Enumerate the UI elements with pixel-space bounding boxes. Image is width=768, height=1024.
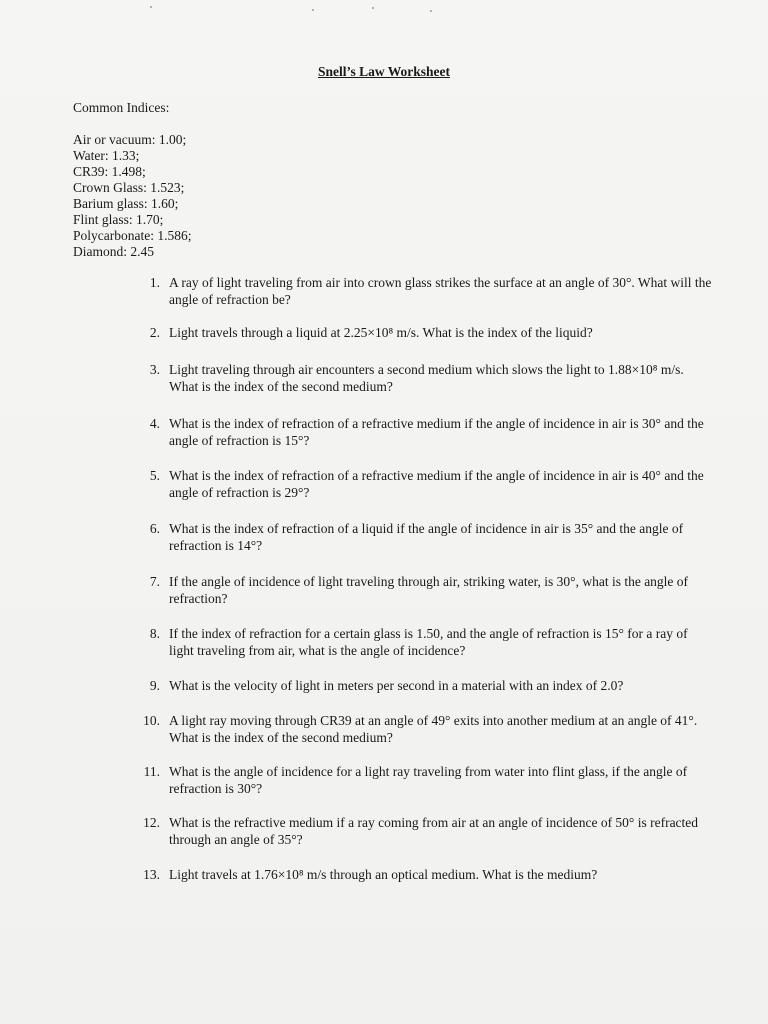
common-indices-section <box>73 100 191 260</box>
index-item: Water: 1.33; <box>73 148 140 163</box>
question-number: 11. <box>143 764 160 779</box>
question-text: What is the velocity of light in meters per second in a material with an index of 2.0? <box>169 678 624 693</box>
question-number: 4. <box>149 416 160 431</box>
question-text: If the index of refraction for a certain glass is 1.50, and the angle of refraction is 15° for a ray of light traveling from air, what is the angle of incidence? <box>169 626 688 658</box>
question-item <box>133 467 713 501</box>
question-text: What is the index of refraction of a refractive medium if the angle of incidence in air is 30° and the angle of refraction is 15°? <box>169 416 704 448</box>
question-number: 8. <box>149 626 160 641</box>
question-item <box>133 866 713 883</box>
question-number: 3. <box>149 362 160 377</box>
question-number: 13. <box>143 867 160 882</box>
index-item: Crown Glass: 1.523; <box>73 180 185 195</box>
question-text: Light travels at 1.76×10⁸ m/s through an optical medium. What is the medium? <box>169 867 598 882</box>
question-item <box>133 625 713 659</box>
question-text: What is the index of refraction of a refractive medium if the angle of incidence in air is 40° and the angle of refraction is 29°? <box>169 468 704 500</box>
scan-speck <box>150 6 152 8</box>
index-item: Barium glass: 1.60; <box>73 196 179 211</box>
question-item <box>133 361 713 395</box>
question-item <box>133 677 713 694</box>
scan-speck <box>430 10 432 12</box>
question-text: A ray of light traveling from air into crown glass strikes the surface at an angle of 30°. What will the angle of refraction be? <box>169 275 712 307</box>
index-item: Flint glass: 1.70; <box>73 212 164 227</box>
question-number: 1. <box>149 275 160 290</box>
index-item: Diamond: 2.45 <box>73 244 154 259</box>
question-number: 12. <box>143 815 160 830</box>
question-text: What is the refractive medium if a ray coming from air at an angle of incidence of 50° is refracted through an angle of 35°? <box>169 815 699 847</box>
question-text: If the angle of incidence of light traveling through air, striking water, is 30°, what is the angle of refraction? <box>169 574 689 606</box>
question-item <box>133 573 713 607</box>
question-text: Light traveling through air encounters a second medium which slows the light to 1.88×10⁸ m/s. What is the index of the second medium? <box>169 362 684 394</box>
index-item: Polycarbonate: 1.586; <box>73 228 192 243</box>
index-item: Air or vacuum: 1.00; <box>73 132 187 147</box>
question-text: A light ray moving through CR39 at an angle of 49° exits into another medium at an angle of 41°. What is the index of the second medium? <box>169 713 698 745</box>
question-text: What is the index of refraction of a liquid if the angle of incidence in air is 35° and the angle of refraction is 14°? <box>169 521 684 553</box>
question-number: 2. <box>149 325 160 340</box>
question-list <box>133 274 713 883</box>
question-item <box>133 324 713 341</box>
question-number: 6. <box>149 521 160 536</box>
indices-heading: Common Indices: <box>73 100 170 115</box>
question-number: 10. <box>143 713 160 728</box>
scan-speck <box>372 7 374 9</box>
question-item <box>133 274 713 308</box>
question-number: 9. <box>149 678 160 693</box>
question-number: 7. <box>149 574 160 589</box>
question-item <box>133 814 713 848</box>
worksheet-title: Snell’s Law Worksheet <box>317 64 450 79</box>
scan-speck <box>312 9 314 11</box>
question-item <box>133 415 713 449</box>
index-item: CR39: 1.498; <box>73 164 146 179</box>
question-item <box>133 712 713 746</box>
question-number: 5. <box>149 468 160 483</box>
question-item <box>133 763 713 797</box>
question-text: What is the angle of incidence for a light ray traveling from water into flint glass, if the angle of refraction is 30°? <box>169 764 688 796</box>
question-item <box>133 520 713 554</box>
question-text: Light travels through a liquid at 2.25×10⁸ m/s. What is the index of the liquid? <box>169 325 593 340</box>
